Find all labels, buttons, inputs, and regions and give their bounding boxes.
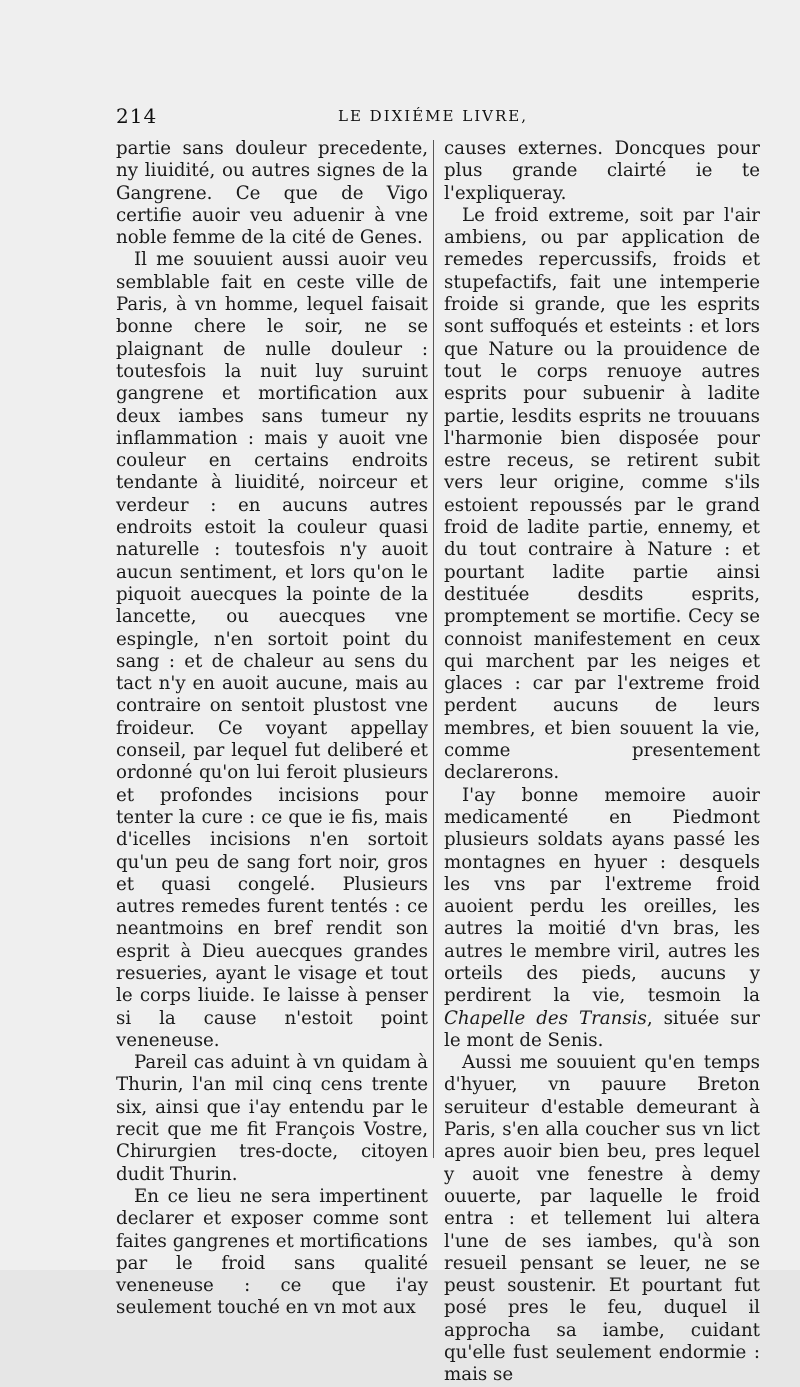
left-column [116,138,428,1320]
running-title: LE DIXIÉME LIVRE, [338,107,528,125]
left-paragraph-3: Pareil cas aduint à vn quidam à Thurin, l'an mil cinq cens trente six, ainsi que i'ay entendu par le recit que me fit François Vostre, Chirurgien tres-docte, citoyen dudit Thurin. [116,1052,428,1185]
right-paragraph-2: Le froid extreme, soit par l'air ambiens, ou par application de remedes repercussifs, froids et stupefactifs, fait une intemperie froide si grande, que les esprits sont suffoqués et esteints : et lors que Nature ou la prouidence de tout le corps renuoye autres esprits pour subuenir à ladite partie, lesdits esprits ne trouuans l'harmonie bien disposée pour estre receus, se retirent subit vers leur origine, comme s'ils estoient repoussés par le grand froid de ladite partie, ennemy, et du tout contraire à Nature : et pourtant ladite partie ainsi destituée desdits esprits, promptement se mortifie. Cecy se connoist manifestement en ceux qui marchent par les neiges et glaces : car par l'extreme froid perdent aucuns de leurs membres, et bien souuent la vie, comme presentement declarerons. [444,204,760,784]
page-header [116,104,756,134]
right-column [444,138,760,1387]
right-paragraph-4: Aussi me souuient qu'en temps d'hyuer, vn pauure Breton seruiteur d'estable demeurant à Paris, s'en alla coucher sus vn lict apres auoir bien beu, pres lequel y auoit vne fenestre à demy ouuerte, par laquelle le froid entra : et tellement lui altera l'une de ses iambes, qu'à son resueil pensant se leuer, ne se peust soustenir. Et pourtant fut posé pres le feu, duquel il approcha sa iambe, cuidant qu'elle fust seulement endormie : mais se [444,1052,760,1386]
right-paragraph-3-text-a: I'ay bonne memoire auoir medicamenté en Piedmont plusieurs soldats ayans passé les montagnes en hyuer : desquels les vns par l'extreme froid auoient perdu les oreilles, les autres la moitié d'vn bras, les autres le membre viril, autres les orteils des pieds, aucuns y perdirent la vie, tesmoin la [444,784,760,1007]
right-paragraph-3 [444,785,760,1053]
place-name-italic: Chapelle des Transis [444,1007,647,1029]
right-paragraph-3-text-b: , située sur le mont de Senis. [444,1007,760,1051]
left-paragraph-2: Il me souuient aussi auoir veu semblable fait en ceste ville de Paris, à vn homme, lequel faisait bonne chere le soir, ne se plaignant de nulle douleur : toutesfois la nuit luy suruint gangrene et mortification aux deux iambes sans tumeur ny inflammation : mais y auoit vne couleur en certains endroits tendante à liuidité, noirceur et verdeur : en aucuns autres endroits estoit la couleur quasi naturelle : toutesfois n'y auoit aucun sentiment, et lors qu'on le piquoit auecques la pointe de la lancette, ou auecques vne espingle, n'en sortoit point du sang : et de chaleur au sens du tact n'y en auoit aucune, mais au contraire on sentoit plustost vne froideur. Ce voyant appellay conseil, par lequel fut deliberé et ordonné qu'on lui feroit plusieurs et profondes incisions pour tenter la cure : ce que ie fis, mais d'icelles incisions n'en sortoit qu'un peu de sang fort noir, gros et quasi congelé. Plusieurs autres remedes furent tentés : ce neantmoins en bref rendit son esprit à Dieu auecques grandes resueries, ayant le visage et tout le corps liuide. Ie laisse à penser si la cause n'estoit point veneneuse. [116,249,428,1051]
page-number: 214 [116,104,158,128]
right-paragraph-1: causes externes. Doncques pour plus grande clairté ie te l'expliqueray. [444,138,760,204]
left-paragraph-1: partie sans douleur precedente, ny liuidité, ou autres signes de la Gangrene. Ce que de Vigo certifie auoir veu aduenir à vne noble femme de la cité de Genes. [116,138,428,249]
left-paragraph-4: En ce lieu ne sera impertinent declarer et exposer comme sont faites gangrenes et mortifications par le froid sans qualité veneneuse : ce que i'ay seulement touché en vn mot aux [116,1185,428,1319]
column-divider [433,140,434,1158]
